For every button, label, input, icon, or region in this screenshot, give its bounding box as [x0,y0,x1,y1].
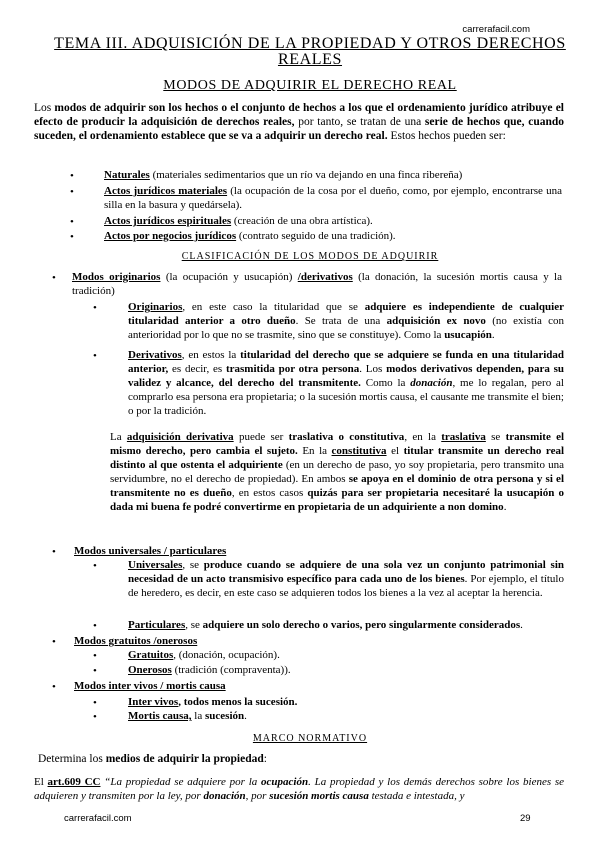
determina-line: Determina los medios de adquirir la propiedad: [38,753,267,765]
intro-paragraph: Los modos de adquirir son los hechos o el conjunto de hechos a los que el ordenamiento jurídico atribuye el efecto de producir la adquisición de derechos reales, por tanto, se tratan de una serie de hechos que, cuando suceden, el ordenamiento establece que se va a adquirir un derecho real. Estos hechos pueden ser: [34,102,565,142]
sub-item-inter-vivos: Inter vivos, todos menos la sucesión. [128,696,298,708]
bullet-icon: • [70,186,74,198]
bullet-icon: • [93,711,97,723]
chapter-title: TEMA III. ADQUISICIÓN DE LA PROPIEDAD Y OTROS DERECHOS REALES [54,35,566,68]
sub-item-gratuitos: Gratuitos, (donación, ocupación). [128,649,280,661]
section-heading-modos: MODOS DE ADQUIRIR EL DERECHO REAL [163,78,457,93]
footer-site: carrerafacil.com [64,813,132,824]
list-item-gratuitos-heading: Modos gratuitos /onerosos [74,635,198,647]
bullet-icon: • [93,697,97,709]
section-heading-marco: MARCO NORMATIVO [252,733,368,744]
bullet-icon: • [52,272,56,284]
sub-item-mortis-causa: Mortis causa, la sucesión. [128,710,247,722]
list-item: Naturales (materiales sedimentarios que un río va dejando en una finca ribereña) [104,169,463,181]
bullet-icon: • [93,665,97,677]
sub-item-particulares: Particulares, se adquiere un solo derecho o varios, pero singularmente considerados. [128,619,523,631]
bullet-icon: • [52,636,56,648]
bullet-icon: • [93,620,97,632]
article-paragraph: El art.609 CC “La propiedad se adquiere por la ocupación. La propiedad y los demás derechos sobre los bienes se adquieren y transmiten por la ley, por donación, por sucesión mortis causa testada e intestada, y [34,776,565,802]
bullet-icon: • [93,560,97,572]
list-item: Actos jurídicos materiales (la ocupación de la cosa por el dueño, como, por ejemplo, encontrarse una silla en la basura y quedársela). [104,185,563,211]
bullet-icon: • [93,650,97,662]
bullet-icon: • [70,216,74,228]
section-heading-clasificacion: CLASIFICACIÓN DE LOS MODOS DE ADQUIRIR [181,251,439,262]
sub-item-onerosos: Onerosos (tradición (compraventa)). [128,664,291,676]
list-item-intervivos-heading: Modos inter vivos / mortis causa [74,680,226,692]
sub-item-derivativos: Derivativos, en estos la titularidad del derecho que se adquiere se funda en una titularidad anterior, es decir, es trasmitida por otra persona. Los modos derivativos dependen, para su validez y alcance, del derecho del transmitente. Como la donación, me lo regalan, pero al comprarlo esa persona era propietaria; o la sucesión mortis causa, el causante me transmite el bien; o por la tradición. [128,349,565,417]
list-item: Actos por negocios jurídicos (contrato seguido de una tradición). [104,230,396,242]
bullet-icon: • [70,170,74,182]
header-site: carrerafacil.com [462,24,530,35]
bullet-icon: • [52,681,56,693]
bullet-icon: • [93,350,97,362]
bullet-icon: • [70,231,74,243]
derivativa-paragraph: La adquisición derivativa puede ser traslativa o constitutiva, en la traslativa se transmite el mismo derecho, pero cambia el sujeto. En la constitutiva el titular transmite un derecho real distinto al que ostenta el adquiriente (en un derecho de paso, yo soy propietaria, pero transmito una servidumbre, no el derecho de propiedad). En ambos se apoya en el dominio de otra persona y si el transmitente no es dueño, en estos casos quizás para ser propietaria necesitaré la usucapión o dada mi buena fe podré convertirme en propietaria de un adquiriente a non domino. [110,431,565,513]
sub-item-originarios: Originarios, en este caso la titularidad que se adquiere es independiente de cualquier titularidad anterior a otro dueño. Se trata de una adquisición ex novo (no existía con anterioridad por lo que no se trasmite, sino que se constituye). Como la usucapión. [128,301,565,341]
page-number: 29 [520,813,531,824]
sub-item-universales: Universales, se produce cuando se adquiere de una sola vez un conjunto patrimonial sin necesidad de un acto transmisivo específico para cada uno de los bienes. Por ejemplo, el título de heredero, es decir, en este caso se adquieren todos los bienes a la vez al aceptar la herencia. [128,559,564,599]
list-item: Actos jurídicos espirituales (creación de una obra artística). [104,215,373,227]
list-item-universales-heading: Modos universales / particulares [74,545,227,557]
list-item-originarios-derivativos: Modos originarios (la ocupación y usucapión) /derivativos (la donación, la sucesión mortis causa y la tradición) [72,271,562,297]
bullet-icon: • [93,302,97,314]
bullet-icon: • [52,546,56,558]
